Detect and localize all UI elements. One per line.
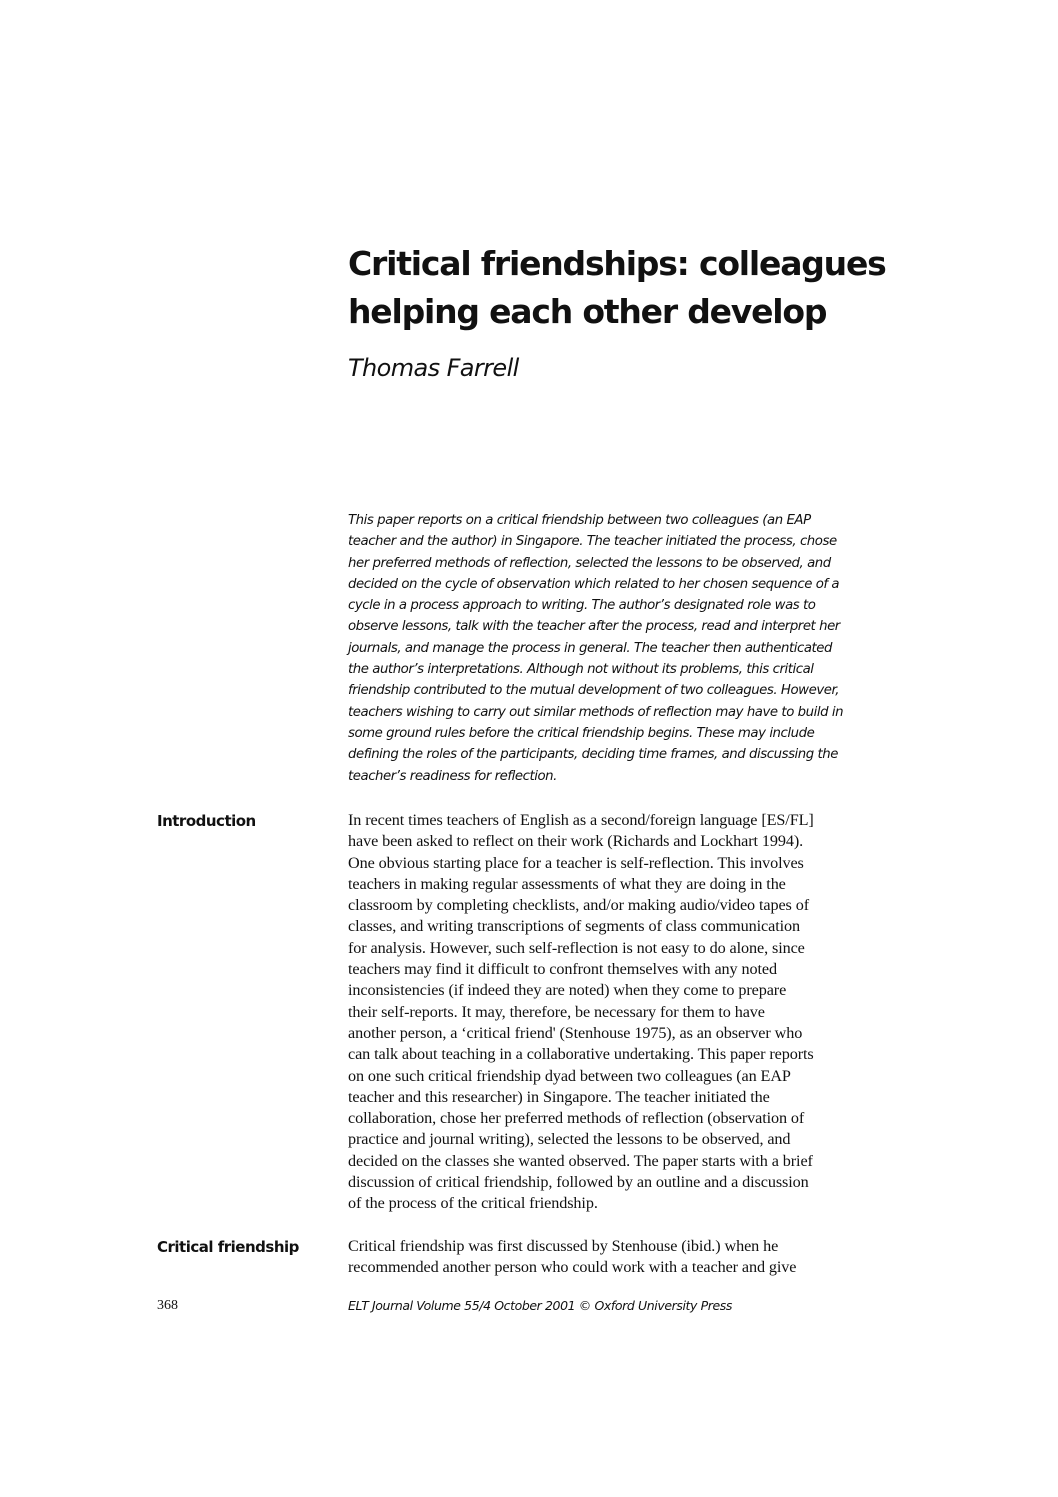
abstract	[348, 510, 928, 787]
page-number: 368	[157, 1298, 178, 1313]
abstract-line: friendship contributed to the mutual development of two colleagues. However,	[348, 683, 840, 699]
section-heading-introduction: Introduction	[157, 812, 256, 830]
body-line: teacher and this researcher) in Singapore. The teacher initiated the	[348, 1087, 770, 1106]
abstract-line: cycle in a process approach to writing. The author’s designated role was to	[348, 598, 816, 614]
body-line: discussion of critical friendship, followed by an outline and a discussion	[348, 1173, 809, 1192]
abstract-line: observe lessons, talk with the teacher after the process, read and interpret her	[348, 619, 840, 635]
body-line: decided on the classes she wanted observed. The paper starts with a brief	[348, 1151, 813, 1170]
body-line: have been asked to reflect on their work (Richards and Lockhart 1994).	[348, 832, 804, 851]
body-line: Critical friendship was first discussed by Stenhouse (ibid.) when he	[348, 1237, 779, 1255]
abstract-line: decided on the cycle of observation which related to her chosen sequence of a	[348, 576, 840, 592]
title-line: helping each other develop	[348, 292, 827, 331]
abstract-line: her preferred methods of reflection, selected the lessons to be observed, and	[348, 555, 831, 571]
body-line: on one such critical friendship dyad between two colleagues (an EAP	[348, 1066, 791, 1085]
body-line: another person, a ‘critical friend' (Stenhouse 1975), as an observer who	[348, 1023, 803, 1042]
body-line: practice and journal writing), selected the lessons to be observed, and	[348, 1130, 791, 1149]
body-line: can talk about teaching in a collaborative undertaking. This paper reports	[348, 1045, 814, 1064]
title-line: Critical friendships: colleagues	[348, 244, 886, 283]
article-title	[348, 240, 948, 336]
body-line: In recent times teachers of English as a second/foreign language [ES/FL]	[348, 811, 814, 829]
section-heading-critical-friendship: Critical friendship	[157, 1238, 299, 1256]
author-name: Thomas Farrell	[348, 354, 519, 382]
abstract-line: some ground rules before the critical friendship begins. These may include	[348, 725, 815, 741]
abstract-line: defining the roles of the participants, deciding time frames, and discussing the	[348, 747, 839, 763]
body-line: of the process of the critical friendship.	[348, 1194, 598, 1213]
section-body-introduction	[348, 810, 928, 1215]
body-line: One obvious starting place for a teacher is self-reflection. This involves	[348, 853, 804, 872]
body-line: inconsistencies (if indeed they are noted) when they come to prepare	[348, 981, 787, 1000]
abstract-line: teachers wishing to carry out similar methods of reflection may have to build in	[348, 704, 844, 720]
body-line: classroom by completing checklists, and/or making audio/video tapes of	[348, 896, 809, 915]
body-line: teachers in making regular assessments of what they are doing in the	[348, 874, 786, 893]
journal-citation: ELT Journal Volume 55/4 October 2001 © Oxford University Press	[348, 1298, 733, 1313]
abstract-line: the author’s interpretations. Although not without its problems, this critical	[348, 662, 814, 678]
abstract-line: journals, and manage the process in general. The teacher then authenticated	[348, 640, 833, 656]
body-line: recommended another person who could work with a teacher and give	[348, 1258, 797, 1277]
body-line: teachers may find it difficult to confront themselves with any noted	[348, 960, 777, 979]
section-body-critical-friendship	[348, 1236, 928, 1279]
body-line: for analysis. However, such self-reflection is not easy to do alone, since	[348, 938, 805, 957]
abstract-line: This paper reports on a critical friendship between two colleagues (an EAP	[348, 513, 811, 528]
abstract-line: teacher and the author) in Singapore. The teacher initiated the process, chose	[348, 534, 837, 550]
body-line: their self-reports. It may, therefore, be necessary for them to have	[348, 1002, 765, 1021]
body-line: collaboration, chose her preferred methods of reflection (observation of	[348, 1109, 805, 1128]
body-line: classes, and writing transcriptions of segments of class communication	[348, 917, 800, 936]
abstract-line: teacher’s readiness for reflection.	[348, 768, 557, 784]
